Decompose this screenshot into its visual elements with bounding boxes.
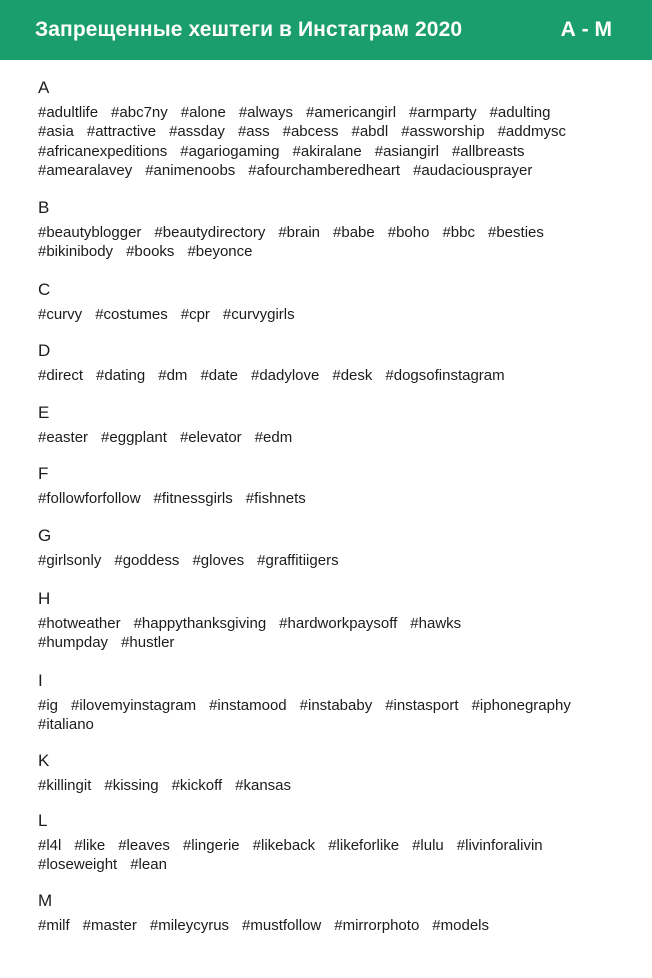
tag-group <box>38 916 502 935</box>
hashtag: #dogsofinstagram <box>385 367 505 384</box>
hashtag: #killingit <box>38 777 92 794</box>
section-letter: I <box>38 671 43 690</box>
hashtag: #loseweight <box>38 856 118 874</box>
hashtag: #leaves <box>118 837 170 854</box>
section-i <box>38 671 584 735</box>
hashtag: #allbreasts <box>451 142 525 160</box>
tag-line <box>38 614 474 633</box>
section-letter: F <box>38 464 49 483</box>
tag-group <box>38 614 474 653</box>
hashtag: #kissing <box>104 777 159 794</box>
tag-line <box>38 855 556 874</box>
hashtag: #kickoff <box>171 777 223 794</box>
tag-line <box>38 489 319 508</box>
hashtag: #abcess <box>282 123 339 141</box>
hashtag: #adultlife <box>38 104 99 121</box>
section-letter: C <box>38 280 51 299</box>
hashtag: #always <box>238 104 294 121</box>
hashtag: #beyonce <box>187 243 253 261</box>
hashtag: #instasport <box>385 697 459 714</box>
hashtag: #eggplant <box>101 429 167 446</box>
hashtag: #bikinibody <box>38 243 114 261</box>
hashtag: #dm <box>158 367 188 384</box>
section-letter: E <box>38 403 50 422</box>
hashtag: #americangirl <box>306 104 397 121</box>
section-b <box>38 198 557 262</box>
hashtag: #afourchamberedheart <box>248 162 401 180</box>
section-c <box>38 280 308 324</box>
hashtag: #babe <box>333 224 375 241</box>
hashtag: #mirrorphoto <box>334 917 420 934</box>
section-letter: H <box>38 589 51 608</box>
hashtag: #armparty <box>409 104 477 121</box>
tag-line <box>38 305 308 324</box>
hashtag: #beautyblogger <box>38 224 142 241</box>
hashtag: #assday <box>169 123 225 141</box>
tag-line <box>38 428 305 447</box>
hashtag: #assworship <box>401 123 485 141</box>
hashtag: #kansas <box>235 777 292 794</box>
hashtag: #edm <box>254 429 293 446</box>
tag-line <box>38 551 352 570</box>
hashtag: #likeforlike <box>328 837 400 854</box>
section-m <box>38 891 502 935</box>
hashtag: #brain <box>278 224 321 241</box>
section-f <box>38 464 319 508</box>
tag-group <box>38 776 304 795</box>
section-letter: M <box>38 891 53 910</box>
section-h <box>38 589 474 653</box>
hashtag: #animenoobs <box>145 162 236 180</box>
tag-group <box>38 366 518 385</box>
hashtag: #asia <box>38 123 74 141</box>
hashtag: #italiano <box>38 716 94 734</box>
hashtag: #l4l <box>38 837 62 854</box>
tag-line <box>38 242 557 261</box>
tag-line <box>38 633 474 652</box>
hashtag: #lingerie <box>182 837 240 854</box>
hashtag: #curvygirls <box>222 306 295 323</box>
hashtag: #beautydirectory <box>154 224 266 241</box>
hashtag: #addmysc <box>497 123 566 141</box>
tag-group <box>38 489 319 508</box>
tag-line <box>38 776 304 795</box>
section-g <box>38 526 352 570</box>
tag-line <box>38 122 579 141</box>
hashtag: #asiangirl <box>374 142 439 160</box>
tag-line <box>38 142 579 161</box>
hashtag: #hardworkpaysoff <box>279 615 398 632</box>
hashtag: #lean <box>130 856 167 874</box>
hashtag: #date <box>200 367 238 384</box>
tag-line <box>38 916 502 935</box>
hashtag: #instamood <box>209 697 287 714</box>
hashtag: #models <box>432 917 489 934</box>
hashtag: #dating <box>96 367 146 384</box>
hashtag: #books <box>126 243 175 261</box>
hashtag: #desk <box>332 367 373 384</box>
section-letter: K <box>38 751 50 770</box>
hashtag: #hotweather <box>38 615 121 632</box>
hashtag: #cpr <box>180 306 210 323</box>
hashtag: #agariogaming <box>180 142 280 160</box>
hashtag: #iphonegraphy <box>471 697 571 714</box>
alphabet-range: А - М <box>560 18 612 41</box>
tag-line <box>38 161 579 180</box>
hashtag: #mileycyrus <box>149 917 230 934</box>
hashtag: #costumes <box>95 306 168 323</box>
tag-group <box>38 696 584 735</box>
hashtag: #boho <box>387 224 430 241</box>
section-letter: A <box>38 78 50 97</box>
hashtag: #easter <box>38 429 89 446</box>
hashtag: #gloves <box>192 552 245 569</box>
hashtag: #mustfollow <box>242 917 322 934</box>
section-l <box>38 811 556 875</box>
hashtag: #followforfollow <box>38 490 141 507</box>
hashtag: #dadylove <box>250 367 320 384</box>
hashtag: #alone <box>180 104 226 121</box>
hashtag: #likeback <box>252 837 316 854</box>
hashtag: #happythanksgiving <box>133 615 267 632</box>
hashtag: #ig <box>38 697 59 714</box>
hashtag: #graffitiigers <box>257 552 339 569</box>
tag-line <box>38 836 556 855</box>
hashtag: #hawks <box>410 615 462 632</box>
hashtag: #lulu <box>412 837 444 854</box>
tag-line <box>38 715 584 734</box>
hashtag: #audaciousprayer <box>413 162 533 180</box>
hashtag: #fitnessgirls <box>153 490 233 507</box>
hashtag: #amearalavey <box>38 162 133 180</box>
tag-line <box>38 103 579 122</box>
hashtag: #goddess <box>114 552 180 569</box>
hashtag: #africanexpeditions <box>38 142 168 160</box>
tag-line <box>38 696 584 715</box>
hashtag: #elevator <box>179 429 242 446</box>
tag-group <box>38 551 352 570</box>
page-title: Запрещенные хештеги в Инстаграм 2020 <box>35 18 463 41</box>
tag-group <box>38 103 579 181</box>
hashtag: #milf <box>38 917 70 934</box>
hashtag: #bbc <box>442 224 475 241</box>
hashtag: #ilovemyinstagram <box>71 697 197 714</box>
hashtag: #akiralane <box>292 142 362 160</box>
section-letter: D <box>38 341 51 360</box>
hashtag: #livinforalivin <box>456 837 543 854</box>
hashtag: #direct <box>38 367 84 384</box>
hashtag: #like <box>74 837 106 854</box>
hashtag: #master <box>82 917 137 934</box>
hashtag: #abc7ny <box>111 104 168 121</box>
hashtag: #besties <box>488 224 544 241</box>
hashtag: #fishnets <box>245 490 306 507</box>
section-letter: G <box>38 526 52 545</box>
tag-line <box>38 223 557 242</box>
hashtag: #attractive <box>86 123 157 141</box>
tag-group <box>38 836 556 875</box>
section-letter: B <box>38 198 50 217</box>
page-header <box>0 0 652 60</box>
section-e <box>38 403 305 447</box>
hashtag: #humpday <box>38 634 109 652</box>
section-letter: L <box>38 811 48 830</box>
hashtag: #girlsonly <box>38 552 102 569</box>
tag-group <box>38 305 308 324</box>
hashtag: #curvy <box>38 306 83 323</box>
hashtag: #ass <box>237 123 270 141</box>
tag-group <box>38 223 557 262</box>
tag-group <box>38 428 305 447</box>
tag-line <box>38 366 518 385</box>
hashtag: #adulting <box>489 104 551 121</box>
section-d <box>38 341 518 385</box>
hashtag: #abdl <box>351 123 389 141</box>
hashtag: #instababy <box>299 697 373 714</box>
section-k <box>38 751 304 795</box>
section-a <box>38 78 579 181</box>
hashtag: #hustler <box>121 634 175 652</box>
